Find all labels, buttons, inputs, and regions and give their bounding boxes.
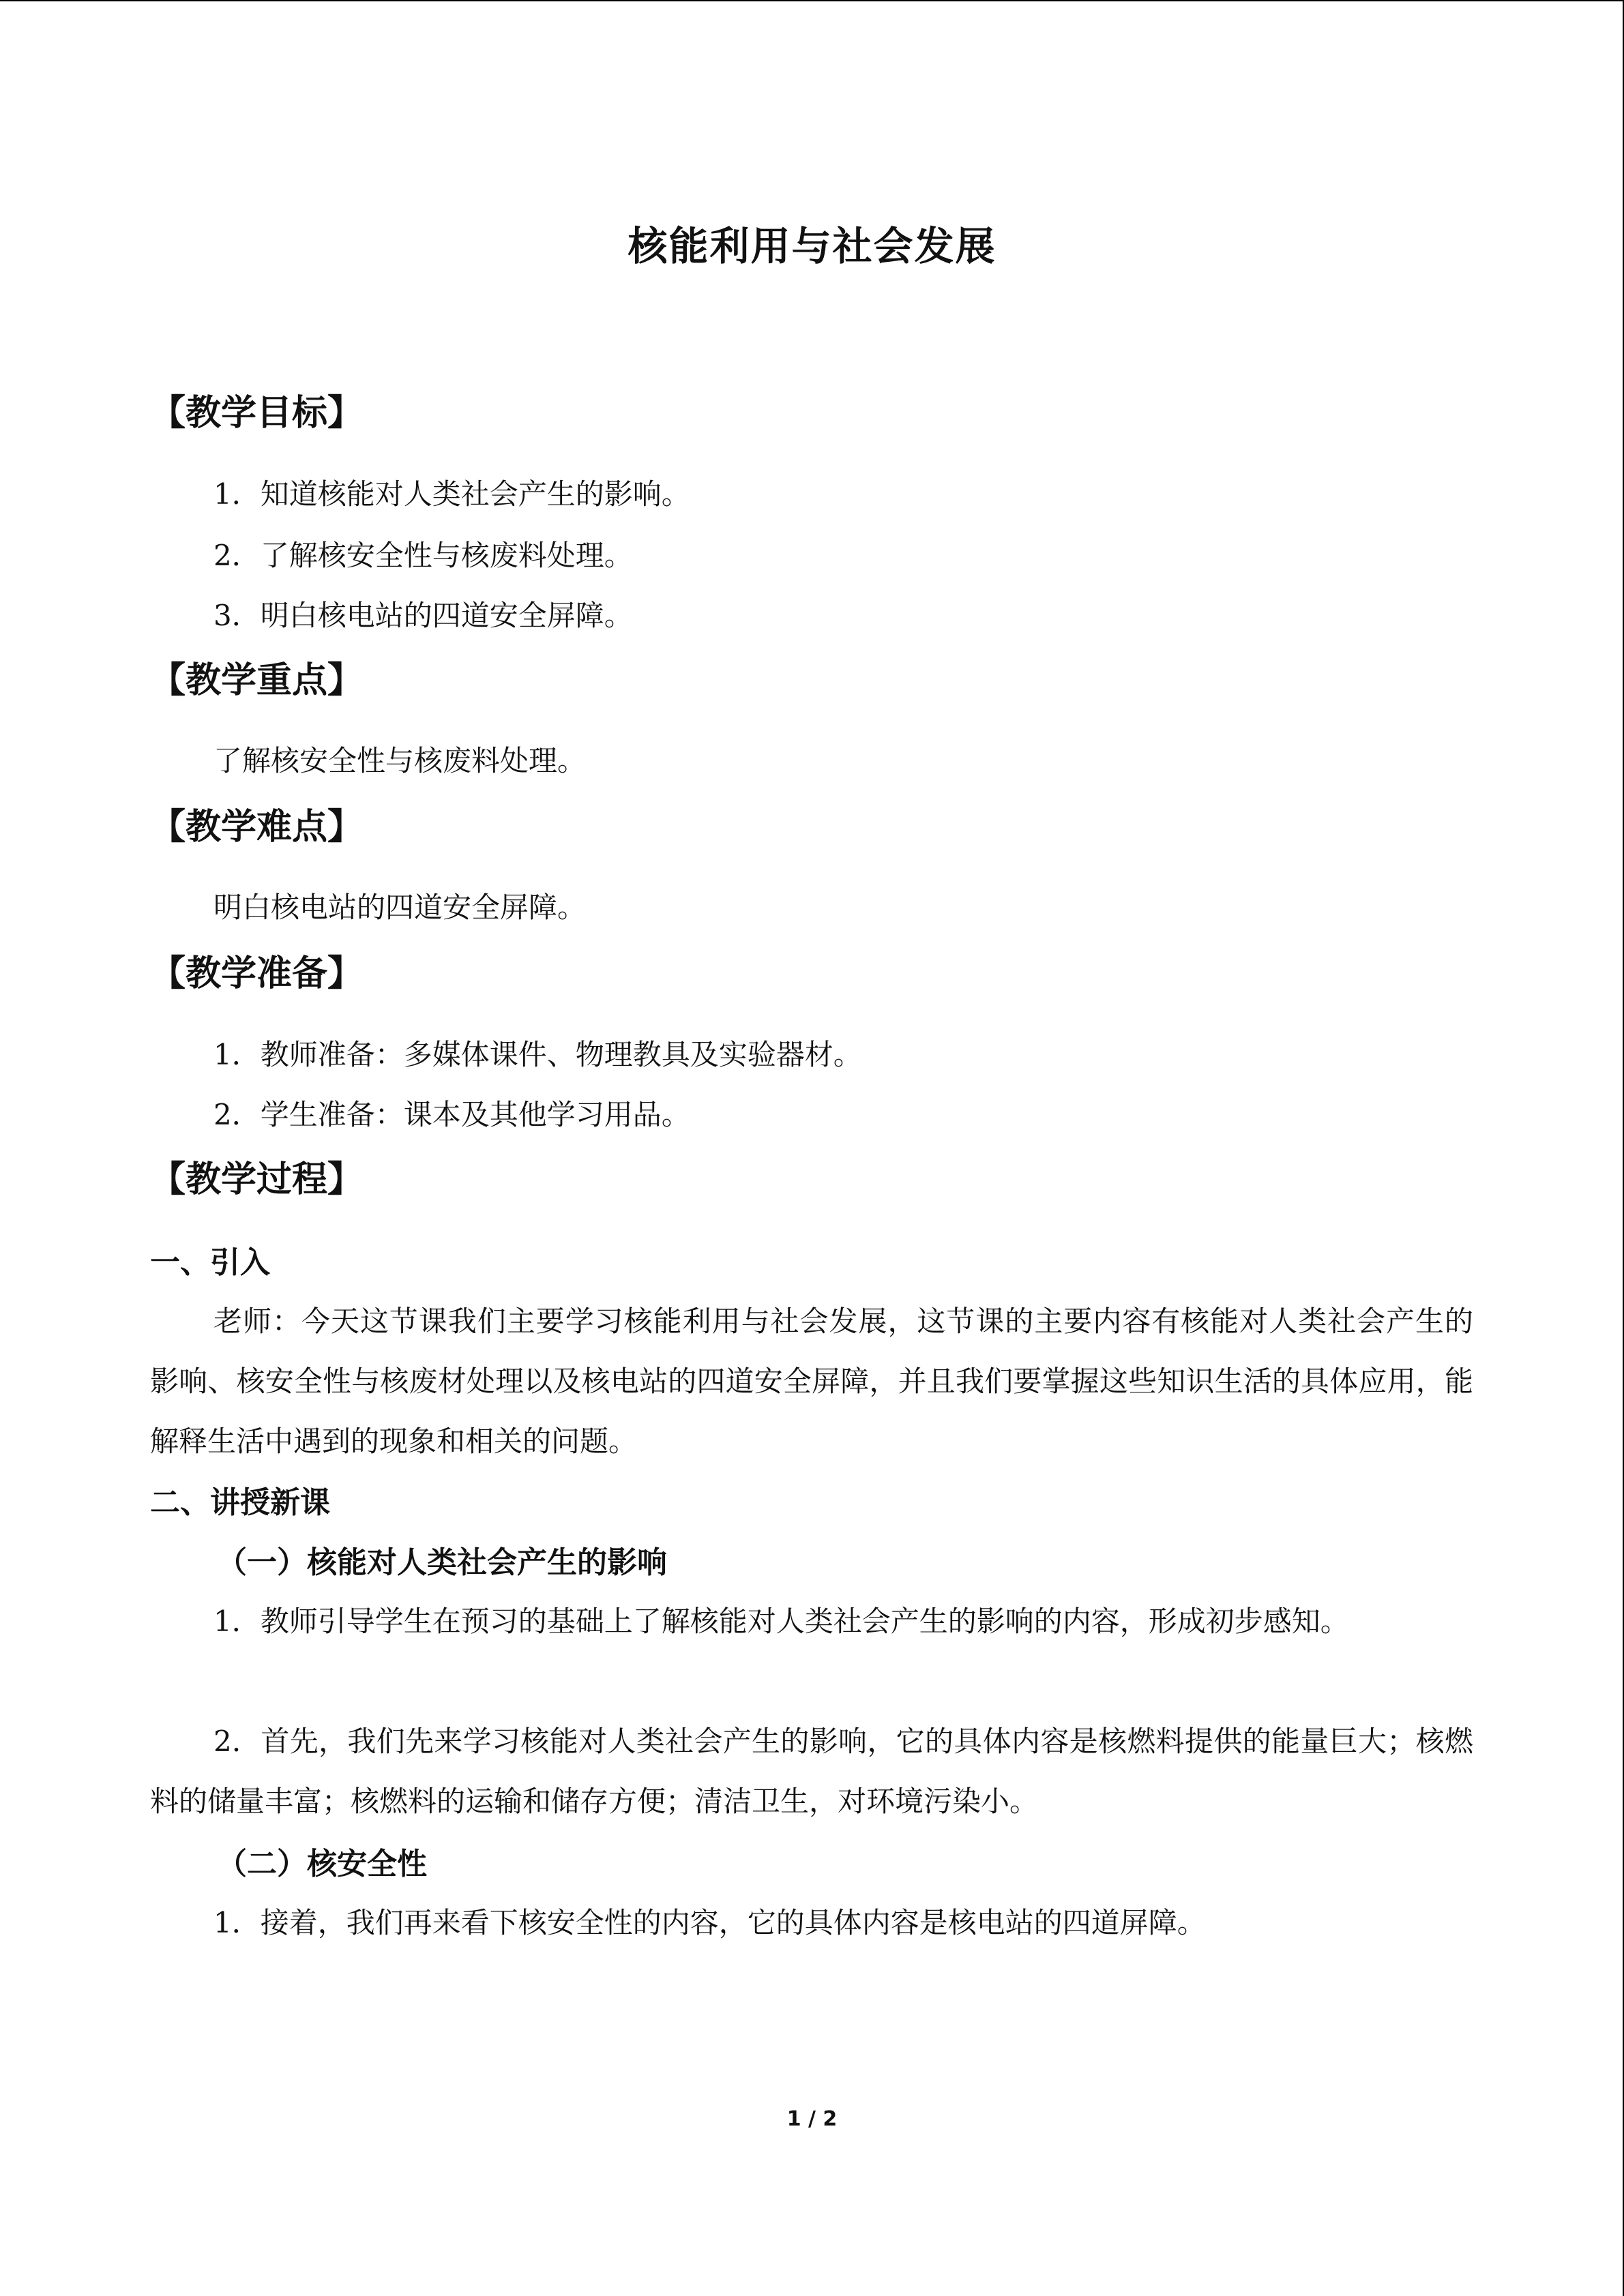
- part1-paragraph-1: 1．教师引导学生在预习的基础上了解核能对人类社会产生的影响的内容，形成初步感知。: [213, 1605, 1349, 1638]
- part1-paragraph-2: 2．首先，我们先来学习核能对人类社会产生的影响，它的具体内容是核燃料提供的能量巨大；核燃料的储量丰富；核燃料的运输和储存方便；清洁卫生，对环境污染小。: [150, 1725, 1473, 1818]
- page-title: 核能利用与社会发展: [628, 223, 996, 269]
- preparation-item-2: 2．学生准备：课本及其他学习用品。: [213, 1098, 690, 1131]
- key-points-heading: 【教学重点】: [150, 660, 364, 701]
- intro-paragraph: 老师：今天这节课我们主要学习核能利用与社会发展，这节课的主要内容有核能对人类社会产生的影响、核安全性与核废材处理以及核电站的四道安全屏障，并且我们要掌握这些知识生活的具体应用，能解释生活中遇到的现象和相关的问题。: [150, 1304, 1473, 1458]
- new-lesson-heading: 二、讲授新课: [150, 1485, 330, 1520]
- goals-heading: 【教学目标】: [150, 393, 364, 434]
- part2-heading: （二）核安全性: [217, 1847, 427, 1881]
- goal-item-2: 2．了解核安全性与核废料处理。: [213, 539, 633, 572]
- intro-heading: 一、引入: [150, 1245, 270, 1280]
- goal-item-3: 3．明白核电站的四道安全屏障。: [213, 599, 633, 632]
- difficulties-heading: 【教学难点】: [150, 807, 364, 848]
- preparation-heading: 【教学准备】: [150, 953, 364, 994]
- goal-item-1: 1．知道核能对人类社会产生的影响。: [213, 477, 690, 511]
- difficulties-text: 明白核电站的四道安全屏障。: [213, 891, 587, 924]
- part1-heading: （一）核能对人类社会产生的影响: [217, 1545, 667, 1580]
- page-number: 1 / 2: [786, 2107, 838, 2131]
- process-heading: 【教学过程】: [150, 1159, 364, 1200]
- part2-paragraph-1: 1．接着，我们再来看下核安全性的内容，它的具体内容是核电站的四道屏障。: [213, 1906, 1206, 1939]
- key-points-text: 了解核安全性与核废料处理。: [213, 744, 587, 777]
- preparation-item-1: 1．教师准备：多媒体课件、物理教具及实验器材。: [213, 1038, 862, 1071]
